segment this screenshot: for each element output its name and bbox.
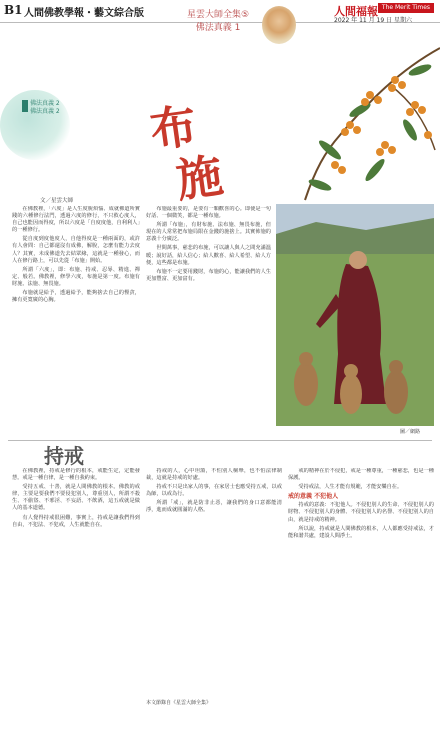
paragraph: 世間萬事，慈悲的布施，可以讓人與人之間充滿溫暖；說好話，給人信心；給人歡喜、給人希望、給人方便，這些都是布施。	[146, 245, 271, 266]
paragraph: 持戒的人，心中坦蕩，不怕別人檢舉，也不怕法律制裁，這就是持戒的好處。	[146, 468, 282, 482]
second-column-3	[288, 468, 434, 730]
berry-branch-illustration	[300, 40, 440, 205]
article-column-1	[12, 206, 140, 438]
paragraph: 在佛教裡，「六度」是人生度脫煩惱、成就佛道所實踐的六種修行法門，透過六度的修行，不只救心度人，自己也能因而得度，所以六度是「自度度他，自利利人」的一種修行。	[12, 206, 140, 234]
subheading: 戒的意義 不犯他人	[288, 493, 339, 501]
series-subtitle: 佛法真義 1	[195, 23, 241, 33]
paragraph: 所以說，持戒就是人間佛教的根本，人人都應受持戒法，才能和諧共處，建設人間淨土。	[288, 525, 434, 539]
paragraph: 有人覺得持戒很困難，事實上，持戒是讓我們得到自由，不犯法、不犯戒，人生就能自在。	[12, 514, 140, 528]
series-tag: 佛法真義 2	[30, 100, 60, 107]
paper-logo-english: The Merit Times	[378, 3, 434, 13]
monk-with-marmots-photo	[276, 204, 434, 426]
series-banner	[172, 7, 264, 45]
second-article-title: 持戒	[44, 444, 84, 468]
paper-logo: 人間福報	[334, 5, 378, 18]
paragraph: 所謂「布施」，有財布施、法布施、無畏布施，但現在的人常常把布施局限在金錢的施捨上。其實佈施的意義十分廣泛。	[146, 222, 271, 243]
paragraph: 所謂「戒」，就是防非止惡，讓我們的身口意都能清淨，進而成就圓滿的人格。	[146, 500, 282, 514]
paragraph: 布施最重要的，是要有一顆歡喜的心。即使是一句好話、一個微笑，都是一種布施。	[146, 206, 271, 220]
article-column-2	[146, 206, 271, 438]
article-author: 文／星雲大師	[40, 198, 74, 204]
second-column-2	[146, 468, 282, 730]
paragraph: 所謂「六度」，即：布施、持戒、忍辱、精進、禪定、般若。佛教裡，修學六度，布施是第一度。布施有財施、法施、無畏施。	[12, 266, 140, 287]
second-column-1	[12, 468, 140, 730]
tag-bar-icon	[22, 100, 28, 112]
title-char-2: 施	[172, 148, 226, 208]
paragraph: 戒的精神在於不侵犯，戒是一種尊重，一種慈悲，也是一種保護。	[288, 468, 434, 482]
paragraph: 受持五戒、十善，就是人間佛教的根本。佛教的戒律，主要是要我們不要侵犯別人，尊重別人，所謂不殺生、不偷盜、不邪淫、不妄語、不飲酒，這五戒就是做人的基本道德。	[12, 484, 140, 512]
paragraph: 受持戒法，人生才能有規範，才能安樂自在。	[298, 484, 403, 491]
series-title: 星雲大師全集⑤	[186, 10, 250, 20]
paragraph: 布施不一定要用錢財，布施的心，能讓我們的人生更加豐富、更加富有。	[146, 268, 271, 282]
title-char-1: 布	[146, 98, 200, 158]
paragraph: 在佛教裡，持戒是修行的根本，戒能生定，定能發慧。戒是一種自律，是一種自我約束。	[12, 468, 140, 482]
monk-portrait	[262, 6, 296, 44]
paragraph: 布施就是給予，透過給予，能夠捨去自己的慳貪，擁有更寬廣的心胸。	[12, 290, 140, 304]
paragraph: 持戒的意義：不犯他人。不侵犯別人的生命、不侵犯別人的財物、不侵犯別人的身體、不侵犯別人的名譽、不侵犯別人的自由，就是持戒的精神。	[288, 502, 434, 523]
source-note: 本文節錄自《星雲大師全集》	[146, 700, 212, 706]
paragraph: 持戒不只是出家人的事，在家居士也應受持五戒，以戒為師，以戒為行。	[146, 484, 282, 498]
issue-date: 2022 年 11 月 19 日 星期六	[334, 17, 412, 24]
paragraph: 從自度到度他度人，自他得度是一種兩面的，或許有人會問：自己都還沒有成佛，解脫，怎麼有能力去度人？其實，未成佛道先去結眾緣，這就是一種發心，而人在修行路上，可以先從「布施」開始。	[12, 236, 140, 264]
photo-credit: 圖／網路	[400, 429, 421, 435]
paper-section-name: 人間佛教學報・藝文綜合版	[24, 8, 144, 19]
series-tag-sub: 佛法真義 2	[30, 108, 60, 115]
section-number: B1	[4, 3, 23, 17]
